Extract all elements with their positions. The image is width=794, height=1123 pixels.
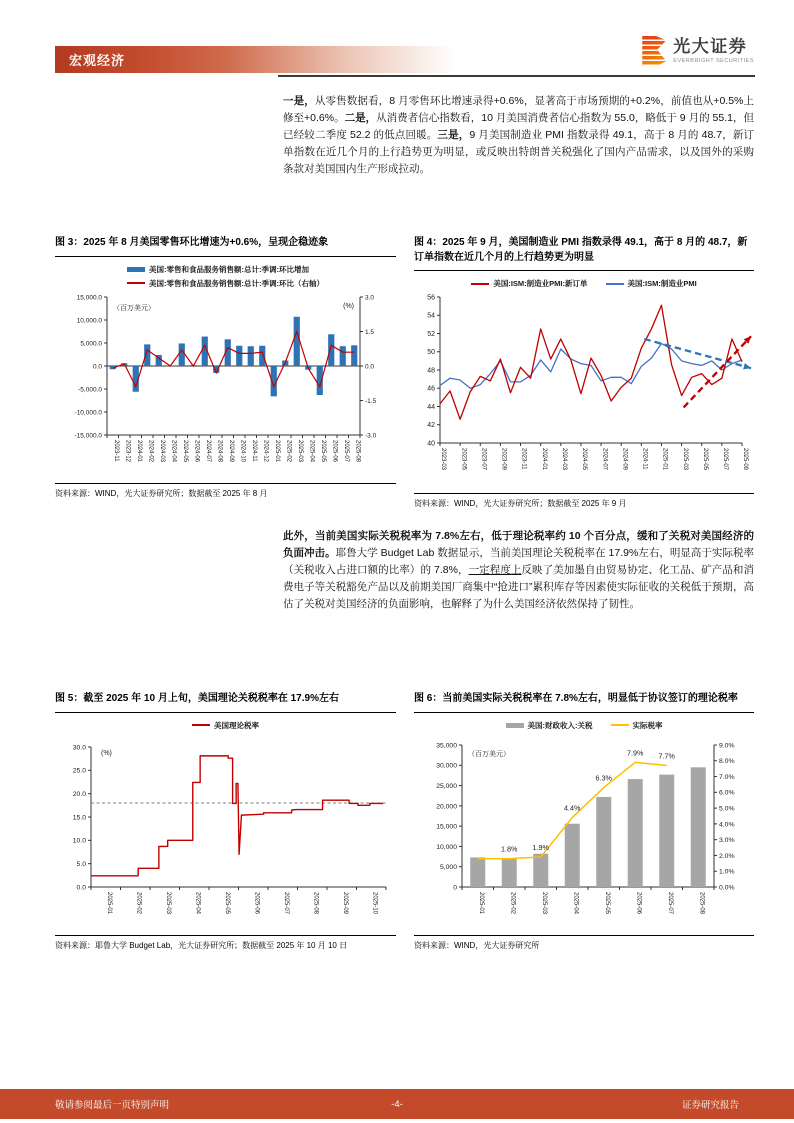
svg-text:2025-06: 2025-06 [331, 439, 338, 462]
svg-text:0.0: 0.0 [76, 883, 86, 891]
p2-bold-lead: 此外，当前美国实际关税税率为 7.8%左右，低于理论税率约 10 个百分点，缓和了关税对美国经济的负面冲击。 [283, 530, 754, 559]
svg-text:2023-11: 2023-11 [112, 439, 119, 462]
legend-item-actual-rate [611, 720, 663, 731]
svg-text:2024-11: 2024-11 [641, 448, 648, 470]
svg-text:2025-07: 2025-07 [666, 891, 673, 914]
svg-text:（百万美元）: （百万美元） [113, 304, 155, 312]
p1-text-3: 9 月美国制造业 PMI 指数录得 49.1，高于 8 月的 48.7，新订单指数在近几个月的上行趋势更为明显，或反映出特朗普关税强化了国内产品需求，以及国外的采购条款对美国国内生产形成拉动。 [283, 129, 755, 175]
svg-text:2024-11: 2024-11 [250, 439, 257, 462]
svg-text:2025-09: 2025-09 [341, 891, 348, 914]
legend-label: 美国:ISM:制造业PMI [627, 279, 697, 288]
svg-text:2023-11: 2023-11 [520, 448, 527, 470]
svg-text:2024-04: 2024-04 [170, 439, 177, 462]
svg-text:2025-05: 2025-05 [603, 891, 610, 914]
svg-text:2024-03: 2024-03 [158, 439, 165, 462]
svg-text:1.9%: 1.9% [532, 842, 549, 852]
paragraph-retail-consumer-pmi [283, 93, 754, 178]
svg-text:1.5: 1.5 [365, 328, 375, 336]
svg-text:4.0%: 4.0% [719, 820, 735, 828]
svg-text:-5,000.0: -5,000.0 [78, 385, 102, 393]
svg-text:2025-07: 2025-07 [282, 891, 289, 914]
svg-text:2025-05: 2025-05 [701, 448, 708, 471]
brand-name-en: EVERBRIGHT SECURITIES [673, 57, 754, 64]
brand-logo [642, 36, 754, 66]
svg-text:2024-06: 2024-06 [193, 439, 200, 462]
figure-3-legend [127, 264, 324, 289]
svg-text:2025-03: 2025-03 [296, 439, 303, 462]
svg-text:2024-01: 2024-01 [540, 448, 547, 471]
figure-4-legend [414, 278, 754, 289]
line-swatch-icon [611, 724, 629, 726]
svg-text:2023-09: 2023-09 [500, 448, 507, 471]
legend-item-theoretical-rate [192, 720, 259, 731]
p2-text-2: 反映了美加墨自由贸易协定、化工品、矿产品和消费电子等关税豁免产品以及前期美国厂商集中“抢进口”累积库存等因素使实际征收的关税低于预期，高估了关税对美国经济的负面影响，也解释了为什么美国经济依然保持了韧性。 [283, 564, 755, 610]
svg-text:3.0%: 3.0% [719, 836, 735, 844]
figure-5-title: 图 5：截至 2025 年 10 月上旬，美国理论关税税率在 17.9%左右 [55, 692, 396, 713]
svg-text:5.0%: 5.0% [719, 805, 735, 813]
svg-text:2024-02: 2024-02 [147, 439, 154, 462]
svg-text:2025-03: 2025-03 [681, 448, 688, 471]
svg-text:2024-05: 2024-05 [581, 448, 588, 471]
svg-text:2025-03: 2025-03 [540, 891, 547, 914]
figure-6-title: 图 6：当前美国实际关税税率在 7.8%左右，明显低于协议签订的理论税率 [414, 692, 754, 713]
svg-text:-15,000.0: -15,000.0 [74, 431, 102, 439]
everbright-logo-icon [642, 36, 666, 66]
svg-text:44: 44 [427, 403, 435, 411]
svg-text:2025-06: 2025-06 [635, 891, 642, 914]
retail-mom-chart [55, 289, 396, 481]
legend-item-tariff-revenue [506, 720, 593, 731]
svg-text:2023-03: 2023-03 [440, 448, 447, 471]
legend-label: 美国:ISM:制造业PMI:新订单 [493, 279, 588, 288]
svg-text:7.0%: 7.0% [719, 773, 735, 781]
footer-disclaimer: 敬请参阅最后一页特别声明 [55, 1100, 170, 1111]
figure-5-source: 资料来源：耶鲁大学 Budget Lab，光大证券研究所；数据截至 2025 年 10 月 10 日 [55, 935, 396, 951]
header-divider [278, 75, 755, 77]
line-swatch-icon [471, 283, 489, 285]
svg-text:2025-07: 2025-07 [722, 448, 729, 471]
footer-page-number: -4- [391, 1098, 403, 1110]
p1-text-1: 从零售数据看，8 月零售环比增速录得+0.6%，显著高于市场预期的+0.2%，前值也从+0.5%上修至+0.6%。 [283, 95, 754, 124]
theoretical-tariff-chart [55, 731, 396, 933]
svg-text:0: 0 [453, 883, 457, 891]
svg-text:2025-02: 2025-02 [285, 439, 292, 462]
svg-text:50: 50 [427, 349, 435, 357]
svg-text:2024-09: 2024-09 [227, 439, 234, 462]
svg-text:8.0%: 8.0% [719, 757, 735, 765]
svg-text:-3.0: -3.0 [365, 431, 377, 439]
svg-text:48: 48 [427, 367, 435, 375]
svg-text:40: 40 [427, 440, 435, 448]
legend-item-retail-bar [127, 264, 309, 275]
svg-text:2.0%: 2.0% [719, 852, 735, 860]
svg-text:2025-01: 2025-01 [477, 891, 484, 914]
legend-item-pmi [606, 278, 697, 289]
svg-text:25,000: 25,000 [436, 782, 457, 790]
svg-text:20,000: 20,000 [436, 802, 457, 810]
legend-label: 实际税率 [632, 720, 663, 730]
svg-text:2025-07: 2025-07 [342, 439, 349, 462]
svg-text:46: 46 [427, 385, 435, 393]
footer-report-type: 证券研究报告 [681, 1100, 739, 1111]
svg-text:42: 42 [427, 422, 435, 430]
svg-text:2025-01: 2025-01 [661, 448, 668, 471]
svg-text:2024-07: 2024-07 [601, 448, 608, 471]
svg-text:7.9%: 7.9% [627, 747, 644, 757]
figure-3-title: 图 3：2025 年 8 月美国零售环比增速为+0.6%，呈现企稳迹象 [55, 236, 396, 257]
paragraph-tariff-rate [283, 528, 754, 613]
svg-text:2025-03: 2025-03 [164, 891, 171, 914]
svg-text:10,000.0: 10,000.0 [76, 316, 102, 324]
svg-text:15.0: 15.0 [72, 813, 86, 821]
svg-text:25.0: 25.0 [72, 767, 86, 775]
svg-text:2024-12: 2024-12 [262, 439, 269, 462]
figure-5 [55, 692, 396, 951]
legend-item-retail-line [127, 278, 324, 289]
svg-text:3.0: 3.0 [365, 293, 375, 301]
brand-name-cn: 光大证券 [673, 37, 748, 57]
figure-3-source: 资料来源：WIND，光大证券研究所；数据截至 2025 年 8 月 [55, 483, 396, 499]
svg-text:1.0%: 1.0% [719, 868, 735, 876]
svg-text:2024-07: 2024-07 [204, 439, 211, 462]
figure-4 [414, 236, 754, 509]
svg-text:56: 56 [427, 294, 435, 302]
svg-text:2025-05: 2025-05 [319, 439, 326, 462]
figure-4-source: 资料来源：WIND，光大证券研究所；数据截至 2025 年 9 月 [414, 493, 754, 509]
svg-text:6.0%: 6.0% [719, 789, 735, 797]
svg-text:2025-04: 2025-04 [572, 891, 579, 914]
svg-text:4.4%: 4.4% [564, 803, 581, 813]
svg-text:0.0%: 0.0% [719, 883, 735, 891]
p2-text-1: 耶鲁大学 Budget Lab 数据显示，当前美国理论关税税率在 17.9%左右，明显高于实际税率（关税收入占进口额的比率）的 7.8%， [283, 547, 754, 576]
svg-text:2025-02: 2025-02 [509, 891, 516, 914]
line-swatch-icon [127, 282, 145, 284]
svg-text:0.0: 0.0 [365, 362, 375, 370]
svg-text:35,000: 35,000 [436, 741, 457, 749]
svg-text:2024-05: 2024-05 [181, 439, 188, 462]
line-swatch-icon [606, 283, 624, 285]
section-title: 宏观经济 [69, 53, 126, 68]
svg-text:(%): (%) [343, 302, 354, 310]
actual-tariff-chart [414, 731, 754, 933]
svg-text:2025-01: 2025-01 [273, 439, 280, 462]
svg-text:2024-01: 2024-01 [135, 439, 142, 462]
legend-label: 美国:零售和食品服务销售额:总计:季调:环比（右轴） [149, 278, 324, 288]
svg-text:-10,000.0: -10,000.0 [74, 408, 102, 416]
figure-6-source: 资料来源：WIND，光大证券研究所 [414, 935, 754, 951]
page-footer [0, 1089, 794, 1119]
svg-text:2025-02: 2025-02 [135, 891, 142, 914]
svg-text:20.0: 20.0 [72, 790, 86, 798]
svg-text:54: 54 [427, 312, 435, 320]
svg-text:2024-09: 2024-09 [621, 448, 628, 471]
svg-text:2025-01: 2025-01 [105, 891, 112, 914]
svg-text:2023-07: 2023-07 [480, 448, 487, 471]
line-swatch-icon [192, 724, 210, 726]
svg-text:2025-06: 2025-06 [253, 891, 260, 914]
svg-text:10.0: 10.0 [72, 837, 86, 845]
figure-6-legend [414, 720, 754, 731]
svg-text:2025-05: 2025-05 [223, 891, 230, 914]
svg-text:（百万美元）: （百万美元） [468, 750, 510, 758]
svg-text:9.0%: 9.0% [719, 741, 735, 749]
svg-text:5,000.0: 5,000.0 [80, 339, 102, 347]
svg-text:2024-08: 2024-08 [216, 439, 223, 462]
svg-text:2024-03: 2024-03 [561, 448, 567, 471]
p1-marker-2: 二是， [344, 112, 377, 124]
svg-text:2025-04: 2025-04 [308, 439, 315, 462]
svg-text:30,000: 30,000 [436, 762, 457, 770]
svg-text:5,000: 5,000 [439, 863, 457, 871]
svg-text:52: 52 [427, 330, 435, 338]
svg-text:0.0: 0.0 [92, 362, 102, 370]
svg-text:2024-10: 2024-10 [239, 439, 246, 462]
figure-6 [414, 692, 754, 951]
svg-text:10,000: 10,000 [436, 843, 457, 851]
p2-underline: 一定程度上 [468, 564, 522, 576]
svg-text:1.8%: 1.8% [501, 844, 518, 854]
figure-3 [55, 236, 396, 499]
p1-marker-3: 三是， [437, 129, 470, 141]
brand-text [673, 38, 754, 64]
p1-marker-1: 一是， [283, 95, 315, 107]
svg-text:2025-10: 2025-10 [371, 891, 378, 914]
svg-text:2025-08: 2025-08 [698, 891, 705, 914]
svg-text:5.0: 5.0 [76, 860, 86, 868]
legend-label: 美国:零售和食品服务销售额:总计:季调:环比增加 [149, 264, 309, 274]
p1-text-2: 从消费者信心指数看，10 月美国消费者信心指数为 55.0，略低于 9 月的 55.1，但已经较二季度 52.2 的低点回暖。 [283, 112, 754, 141]
bar-swatch-icon [127, 267, 145, 272]
svg-text:2025-04: 2025-04 [194, 891, 201, 914]
legend-label: 美国:财政收入:关税 [527, 720, 593, 730]
svg-text:2025-09: 2025-09 [742, 448, 749, 471]
svg-text:2023-05: 2023-05 [460, 448, 467, 471]
legend-item-new-orders [471, 278, 587, 289]
svg-text:30.0: 30.0 [72, 743, 86, 751]
svg-text:2025-08: 2025-08 [312, 891, 319, 914]
svg-text:15,000.0: 15,000.0 [76, 293, 102, 301]
svg-text:-1.5: -1.5 [365, 397, 377, 405]
svg-text:(%): (%) [101, 749, 112, 757]
figure-4-title: 图 4：2025 年 9 月，美国制造业 PMI 指数录得 49.1，高于 8 月的 48.7，新订单指数在近几个月的上行趋势更为明显 [414, 236, 754, 271]
svg-text:2023-12: 2023-12 [124, 439, 131, 462]
legend-label: 美国理论税率 [214, 720, 259, 730]
svg-text:6.3%: 6.3% [595, 773, 612, 783]
svg-text:2025-08: 2025-08 [354, 439, 361, 462]
section-header-bar [55, 46, 555, 73]
ism-pmi-chart [414, 289, 754, 491]
figure-5-legend [55, 720, 396, 731]
svg-text:15,000: 15,000 [436, 823, 457, 831]
svg-text:7.7%: 7.7% [658, 751, 675, 761]
bar-swatch-icon [506, 723, 524, 728]
